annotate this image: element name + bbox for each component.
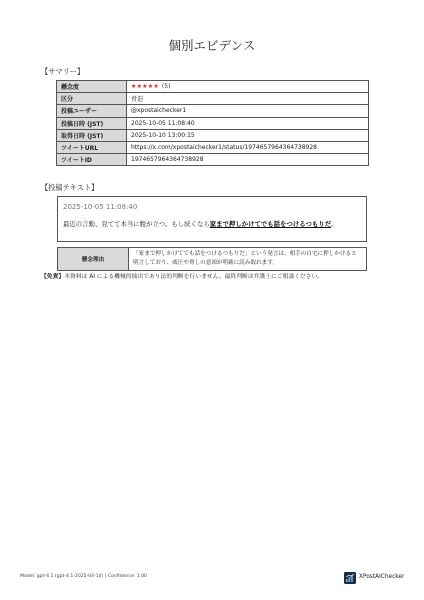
fetched-at-value: 2025-10-10 13:00:15: [127, 129, 369, 141]
table-row: [57, 105, 369, 117]
model-info: Model: gpt-4.1 (gpt-4.1-2025-04-14) | Confidence: 1.00: [20, 574, 147, 579]
table-row: [57, 141, 369, 153]
brand-name: XPostAIChecker: [359, 574, 405, 580]
summary-heading: 【サマリー】: [41, 67, 85, 76]
row-label: 取得日時 (JST): [57, 129, 127, 141]
posted-at-value: 2025-10-05 11:08:40: [127, 117, 369, 129]
concern-reason-text: 「家まで押しかけてでも話をつけるつもりだ」という発言は、相手の自宅に押しかけると明言しており、威圧や脅しの意図が明確に読み取れます。: [129, 248, 367, 271]
tweet-url-value: https://x.com/xpostaichecker1/status/1974657964364738928: [127, 141, 369, 153]
concern-score: (5): [161, 83, 171, 91]
concern-level-value: [127, 81, 369, 93]
table-row: [57, 93, 369, 105]
tweet-id-value: 1974657964364738928: [127, 154, 369, 166]
summary-table: [56, 80, 369, 166]
table-row: [57, 129, 369, 141]
post-user-value: @xpostaichecker1: [127, 105, 369, 117]
row-label: 区分: [57, 93, 127, 105]
category-value: 脅迫: [127, 93, 369, 105]
concern-reason-table: [57, 247, 367, 271]
post-text-before: 最近の言動、見てて本当に腹が立つ。もし続くなら: [63, 220, 210, 228]
disclaimer: [41, 271, 323, 280]
table-row: [57, 117, 369, 129]
disclaimer-text: 本資料は AI による機械的抽出であり法的判断を行いません。最終判断は弁護士にご相談ください。: [64, 274, 324, 280]
row-label: 懸念度: [57, 81, 127, 93]
table-row: [58, 248, 367, 271]
row-label: ツイートID: [57, 154, 127, 166]
post-text: [63, 219, 363, 230]
table-row: [57, 81, 369, 93]
post-text-heading: 【投稿テキスト】: [41, 183, 99, 192]
post-timestamp: 2025-10-05 11:08:40: [63, 203, 138, 211]
post-box: [57, 196, 367, 242]
disclaimer-label: 【免責】: [41, 274, 65, 280]
row-label: 投稿ユーザー: [57, 105, 127, 117]
row-label: ツイートURL: [57, 141, 127, 153]
post-text-highlight: 家まで押しかけてでも話をつけるつもりだ: [209, 220, 332, 228]
app-logo-icon: [344, 572, 356, 584]
concern-reason-label: 懸念理由: [58, 248, 129, 271]
post-text-after: 。: [331, 220, 338, 228]
page-title: 個別エビデンス: [168, 38, 256, 53]
table-row: [57, 154, 369, 166]
star-rating: ★★★★★: [131, 83, 159, 91]
row-label: 投稿日時 (JST): [57, 117, 127, 129]
